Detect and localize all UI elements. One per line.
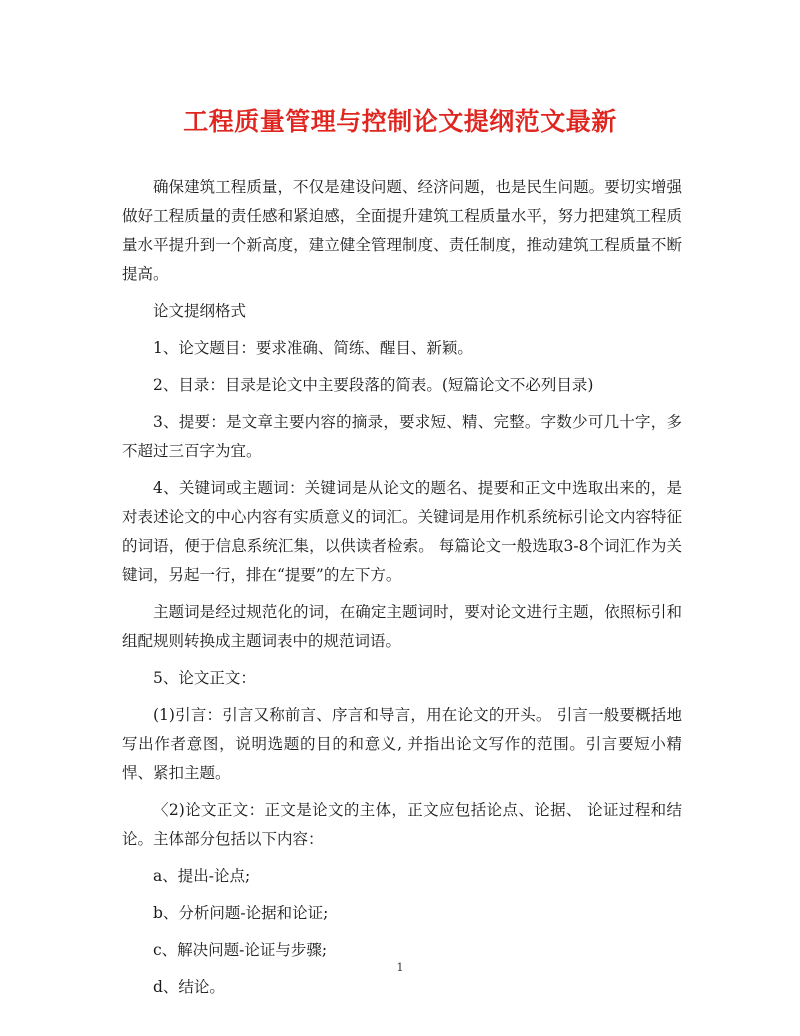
list-item-a: a、提出-论点; (153, 867, 251, 885)
list-item-b: b、分析问题-论据和论证; (153, 904, 329, 922)
main-body-paragraph: 〈2)论文正文：正文是论文的主体，正文应包括论点、论据、 论证过程和结论。主体部分包括以下内容： (122, 801, 682, 848)
list-item-c: c、解决问题-论证与步骤; (153, 941, 328, 959)
subject-terms-paragraph: 主题词是经过规范化的词，在确定主题词时，要对论文进行主题，依照标引和组配规则转换成主题词表中的规范词语。 (122, 603, 682, 650)
outline-item-title: 1、论文题目：要求准确、简练、醒目、新颖。 (153, 339, 473, 357)
introduction-paragraph: (1)引言：引言又称前言、序言和导言，用在论文的开头。 引言一般要概括地写出作者意图，说明选题的目的和意义, 并指出论文写作的范围。引言要短小精悍、紧扣主题。 (122, 706, 682, 782)
document-title: 工程质量管理与控制论文提纲范文最新 (183, 107, 617, 136)
outline-item-abstract: 3、提要：是文章主要内容的摘录，要求短、精、完整。字数少可几十字，多不超过三百字为宜。 (122, 413, 682, 460)
outline-format-heading: 论文提纲格式 (153, 302, 247, 320)
outline-item-keywords: 4、关键词或主题词：关键词是从论文的题名、提要和正文中选取出来的，是对表述论文的中心内容有实质意义的词汇。关键词是用作机系统标引论文内容特征的词语，便于信息系统汇集，以供读者检索。 每篇论文一般选取3-8个词汇作为关键词，另起一行，排在“提要”的左下方。 (122, 479, 682, 584)
list-item-d: d、结论。 (153, 978, 225, 996)
outline-item-body: 5、论文正文： (153, 669, 256, 687)
outline-item-contents: 2、目录：目录是论文中主要段落的简表。(短篇论文不必列目录) (153, 376, 594, 394)
document-body (122, 173, 682, 1010)
intro-paragraph: 确保建筑工程质量，不仅是建设问题、经济问题，也是民生问题。要切实增强做好工程质量的责任感和紧迫感，全面提升建筑工程质量水平，努力把建筑工程质量水平提升到一个新高度，建立健全管理制度、责任制度，推动建筑工程质量不断提高。 (122, 178, 682, 283)
page-number: 1 (396, 961, 404, 974)
